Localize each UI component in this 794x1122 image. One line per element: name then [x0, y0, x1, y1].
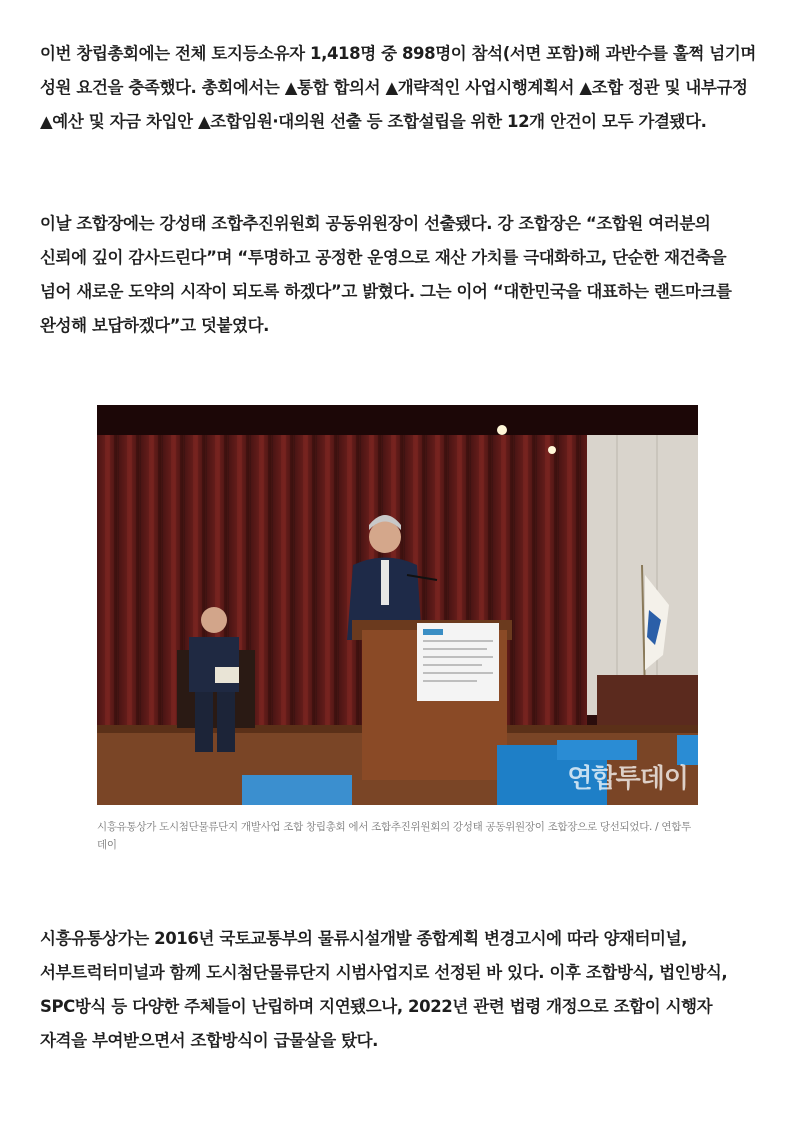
article-paragraph-1: 이번 창립총회에는 전체 토지등소유자 1,418명 중 898명이 참석(서면 포함)해 과반수를 훌쩍 넘기며 성원 요건을 충족했다. 총회에서는 ▲통합 합의서 ▲개략적인 사업시행계획서 ▲조합 정관 및 내부규정 ▲예산 및 자금 차입안 ▲조합임원·대의원 선출 등 조합설립을 위한 12개 안건이 모두 가결됐다.: [40, 43, 756, 131]
stage-scene-illustration: [97, 405, 698, 805]
article-paragraph-3: 시흥유통상가는 2016년 국토교통부의 물류시설개발 종합계획 변경고시에 따라 양재터미널, 서부트럭터미널과 함께 도시첨단물류단지 시범사업지로 선정된 바 있다. 이후 조합방식, 법인방식, SPC방식 등 다양한 주체들이 난립하며 지연됐으나, 2022년 관련 법령 개정으로 조합이 시행자 자격을 부여받으면서 조합방식이 급물살을 탔다.: [40, 928, 728, 1050]
article-paragraph-2: 이날 조합장에는 강성태 조합추진위원회 공동위원장이 선출됐다. 강 조합장은 “조합원 여러분의 신뢰에 깊이 감사드린다”며 “투명하고 공정한 운영으로 재산 가치를 극대화하고, 단순한 재건축을 넘어 새로운 도약의 시작이 되도록 하겠다”고 밝혔다. 그는 이어 “대한민국을 대표하는 랜드마크를 완성해 보답하겠다”고 덧붙였다.: [40, 213, 732, 335]
photo-caption: 시흥유통상가 도시첨단물류단지 개발사업 조합 창립총회 에서 조합추진위원회의 강성태 공동위원장이 조합장으로 당선되었다. / 연합투데이: [97, 821, 691, 851]
watermark-logo: 연합투데이: [567, 764, 688, 794]
article-photo: [97, 405, 698, 805]
